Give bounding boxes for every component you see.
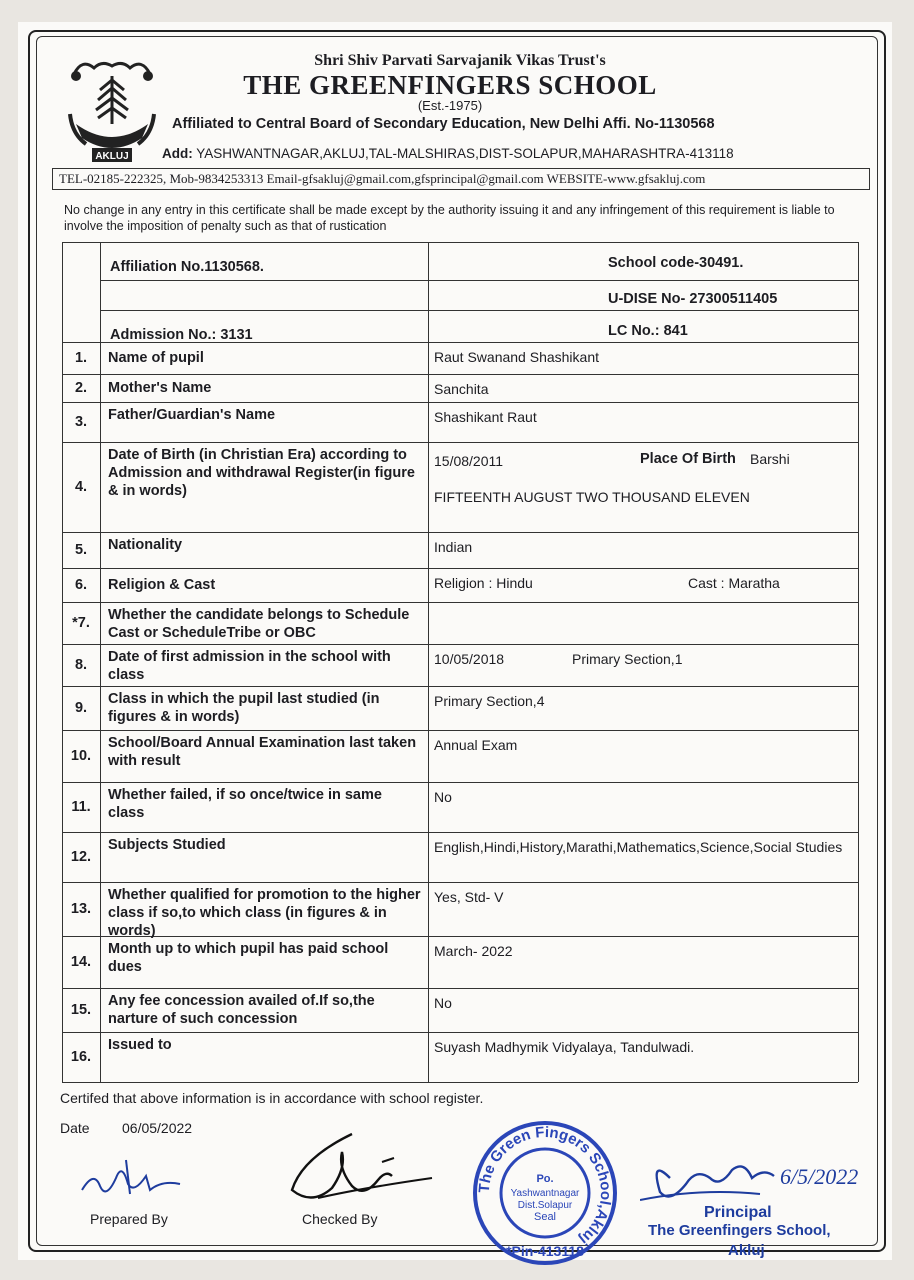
- school-logo: [62, 54, 162, 166]
- row-value: Primary Section,4: [434, 693, 545, 709]
- grid-line: [62, 374, 858, 375]
- row-number: 15.: [70, 1002, 92, 1018]
- row-number: 14.: [70, 954, 92, 970]
- grid-line: [62, 644, 858, 645]
- row-number: 10.: [70, 748, 92, 764]
- school-name: THE GREENFINGERS SCHOOL: [243, 70, 657, 100]
- school-code: School code-30491.: [608, 255, 744, 271]
- grid-line: [858, 242, 859, 1082]
- grid-line: [62, 988, 858, 989]
- trust-name: Shri Shiv Parvati Sarvajanik Vikas Trust's: [314, 52, 606, 69]
- row-value-secondary: Cast : Maratha: [688, 575, 780, 591]
- row-value: Religion : Hindu: [434, 575, 533, 591]
- grid-line: [62, 730, 858, 731]
- row-label: Class in which the pupil last studied (in figures & in words): [108, 691, 380, 725]
- grid-line: [62, 832, 858, 833]
- place-of-birth-value: Barshi: [750, 451, 790, 467]
- row-value-secondary: Primary Section,1: [572, 651, 683, 667]
- row-value: Annual Exam: [434, 737, 518, 753]
- udise-number: U-DISE No- 27300511405: [608, 291, 778, 307]
- row-number: 3.: [74, 414, 88, 430]
- principal-date: 6/5/2022: [780, 1164, 859, 1189]
- principal-school: The Greenfingers School,: [648, 1222, 831, 1239]
- notice-text: No change in any entry in this certificate shall be made except by the authority issuing it and any infringement of this requirement is liable to involve the imposition of penalty such as that of rustication: [64, 203, 835, 233]
- grid-line: [62, 402, 858, 403]
- logo-text: AKLUJ: [95, 151, 129, 162]
- grid-line: [62, 532, 858, 533]
- affiliation-line: Affiliated to Central Board of Secondary Education, New Delhi Affi. No-1130568: [172, 116, 715, 132]
- seal-ring-text: The Green Fingers School,Akluj: [475, 1123, 615, 1249]
- row-label: Nationality: [108, 537, 183, 553]
- row-label: Religion & Cast: [108, 577, 216, 593]
- row-number: 16.: [70, 1049, 92, 1065]
- row-value: Indian: [434, 539, 473, 555]
- row-value: Suyash Madhymik Vidyalaya, Tandulwadi.: [434, 1039, 695, 1055]
- seal-pin: *Pin-413118: [506, 1243, 584, 1259]
- lc-number: LC No.: 841: [608, 323, 688, 339]
- grid-line: [62, 1082, 858, 1083]
- school-seal: [470, 1118, 620, 1268]
- address-line: [162, 146, 734, 161]
- row-value: No: [434, 789, 452, 805]
- row-value: Raut Swanand Shashikant: [434, 349, 599, 365]
- row-value: 15/08/2011: [434, 453, 504, 469]
- row-number: 6.: [74, 577, 88, 593]
- address-label: Add:: [162, 146, 193, 161]
- grid-line: [100, 310, 858, 311]
- checked-by-label: Checked By: [302, 1211, 378, 1227]
- row-number: 12.: [70, 849, 92, 865]
- row-label: Whether qualified for promotion to the higher class if so,to which class (in figures & in words): [108, 887, 421, 939]
- row-number: 5.: [74, 542, 88, 558]
- contact-line: TEL-02185-222325, Mob-9834253313 Email-gfsakluj@gmail.com,gfsprincipal@gmail.com WEBSITE-www.gfsakluj.com: [52, 168, 870, 190]
- principal-signature: [640, 1148, 890, 1208]
- certification-statement: Certifed that above information is in accordance with school register.: [60, 1090, 484, 1106]
- row-label: Month up to which pupil has paid school dues: [108, 941, 389, 975]
- address-text: YASHWANTNAGAR,AKLUJ,TAL-MALSHIRAS,DIST-SOLAPUR,MAHARASHTRA-413118: [196, 146, 734, 161]
- grid-line: [62, 242, 858, 243]
- date-label: Date: [60, 1120, 90, 1136]
- admission-number: Admission No.: 3131: [110, 327, 253, 343]
- row-label: Issued to: [108, 1037, 172, 1053]
- row-label: Mother's Name: [108, 380, 212, 396]
- dob-in-words: FIFTEENTH AUGUST TWO THOUSAND ELEVEN: [434, 489, 750, 505]
- row-value: No: [434, 995, 452, 1011]
- grid-line: [100, 242, 101, 1082]
- grid-line: [62, 602, 858, 603]
- row-label: Name of pupil: [108, 350, 204, 366]
- grid-line: [62, 568, 858, 569]
- row-number: 2.: [74, 380, 88, 396]
- row-label: Any fee concession availed of.If so,the narture of such concession: [108, 993, 375, 1027]
- grid-line: [62, 1032, 858, 1033]
- principal-place: Akluj: [728, 1242, 765, 1259]
- row-label: Subjects Studied: [108, 837, 226, 853]
- grid-line: [62, 442, 858, 443]
- seal-center-4: Seal: [533, 1211, 557, 1223]
- row-number: 4.: [74, 479, 88, 495]
- established: (Est.-1975): [417, 98, 483, 113]
- grid-line: [62, 686, 858, 687]
- row-value: March- 2022: [434, 943, 513, 959]
- row-label: Whether failed, if so once/twice in same class: [108, 787, 382, 821]
- affiliation-number: Affiliation No.1130568.: [110, 259, 264, 275]
- row-value: 10/05/2018: [434, 651, 505, 667]
- row-number: 8.: [74, 657, 88, 673]
- row-value: Shashikant Raut: [434, 409, 537, 425]
- row-number: 9.: [74, 700, 88, 716]
- seal-center-3: Dist.Solapur: [517, 1200, 573, 1211]
- row-label: Whether the candidate belongs to Schedule Cast or ScheduleTribe or OBC: [108, 607, 410, 641]
- grid-line: [62, 782, 858, 783]
- checked-signature: [282, 1128, 442, 1212]
- row-number: *7.: [72, 615, 90, 631]
- grid-line: [62, 882, 858, 883]
- principal-title: Principal: [704, 1204, 772, 1221]
- certificate-table: [62, 242, 858, 1082]
- row-label: Date of first admission in the school with class: [108, 649, 391, 683]
- row-value: English,Hindi,History,Marathi,Mathematics,Science,Social Studies: [434, 839, 843, 855]
- issue-date: 06/05/2022: [122, 1120, 193, 1136]
- prepared-by-label: Prepared By: [90, 1211, 168, 1227]
- grid-line: [100, 280, 858, 281]
- row-label: Father/Guardian's Name: [108, 407, 276, 423]
- row-value: Sanchita: [434, 381, 489, 397]
- row-label: School/Board Annual Examination last taken with result: [108, 735, 417, 769]
- row-label: Date of Birth (in Christian Era) according to Admission and withdrawal Register(in figure & in words): [108, 447, 415, 499]
- seal-center-2: Yashwantnagar: [510, 1188, 580, 1199]
- row-number: 1.: [74, 350, 88, 366]
- prepared-signature: [76, 1150, 186, 1206]
- seal-center-1: Po.: [536, 1173, 554, 1185]
- row-number: 11.: [71, 799, 91, 815]
- row-value: Yes, Std- V: [434, 889, 504, 905]
- grid-line: [428, 242, 429, 1082]
- row-number: 13.: [70, 901, 92, 917]
- place-of-birth-label: Place Of Birth: [640, 451, 736, 467]
